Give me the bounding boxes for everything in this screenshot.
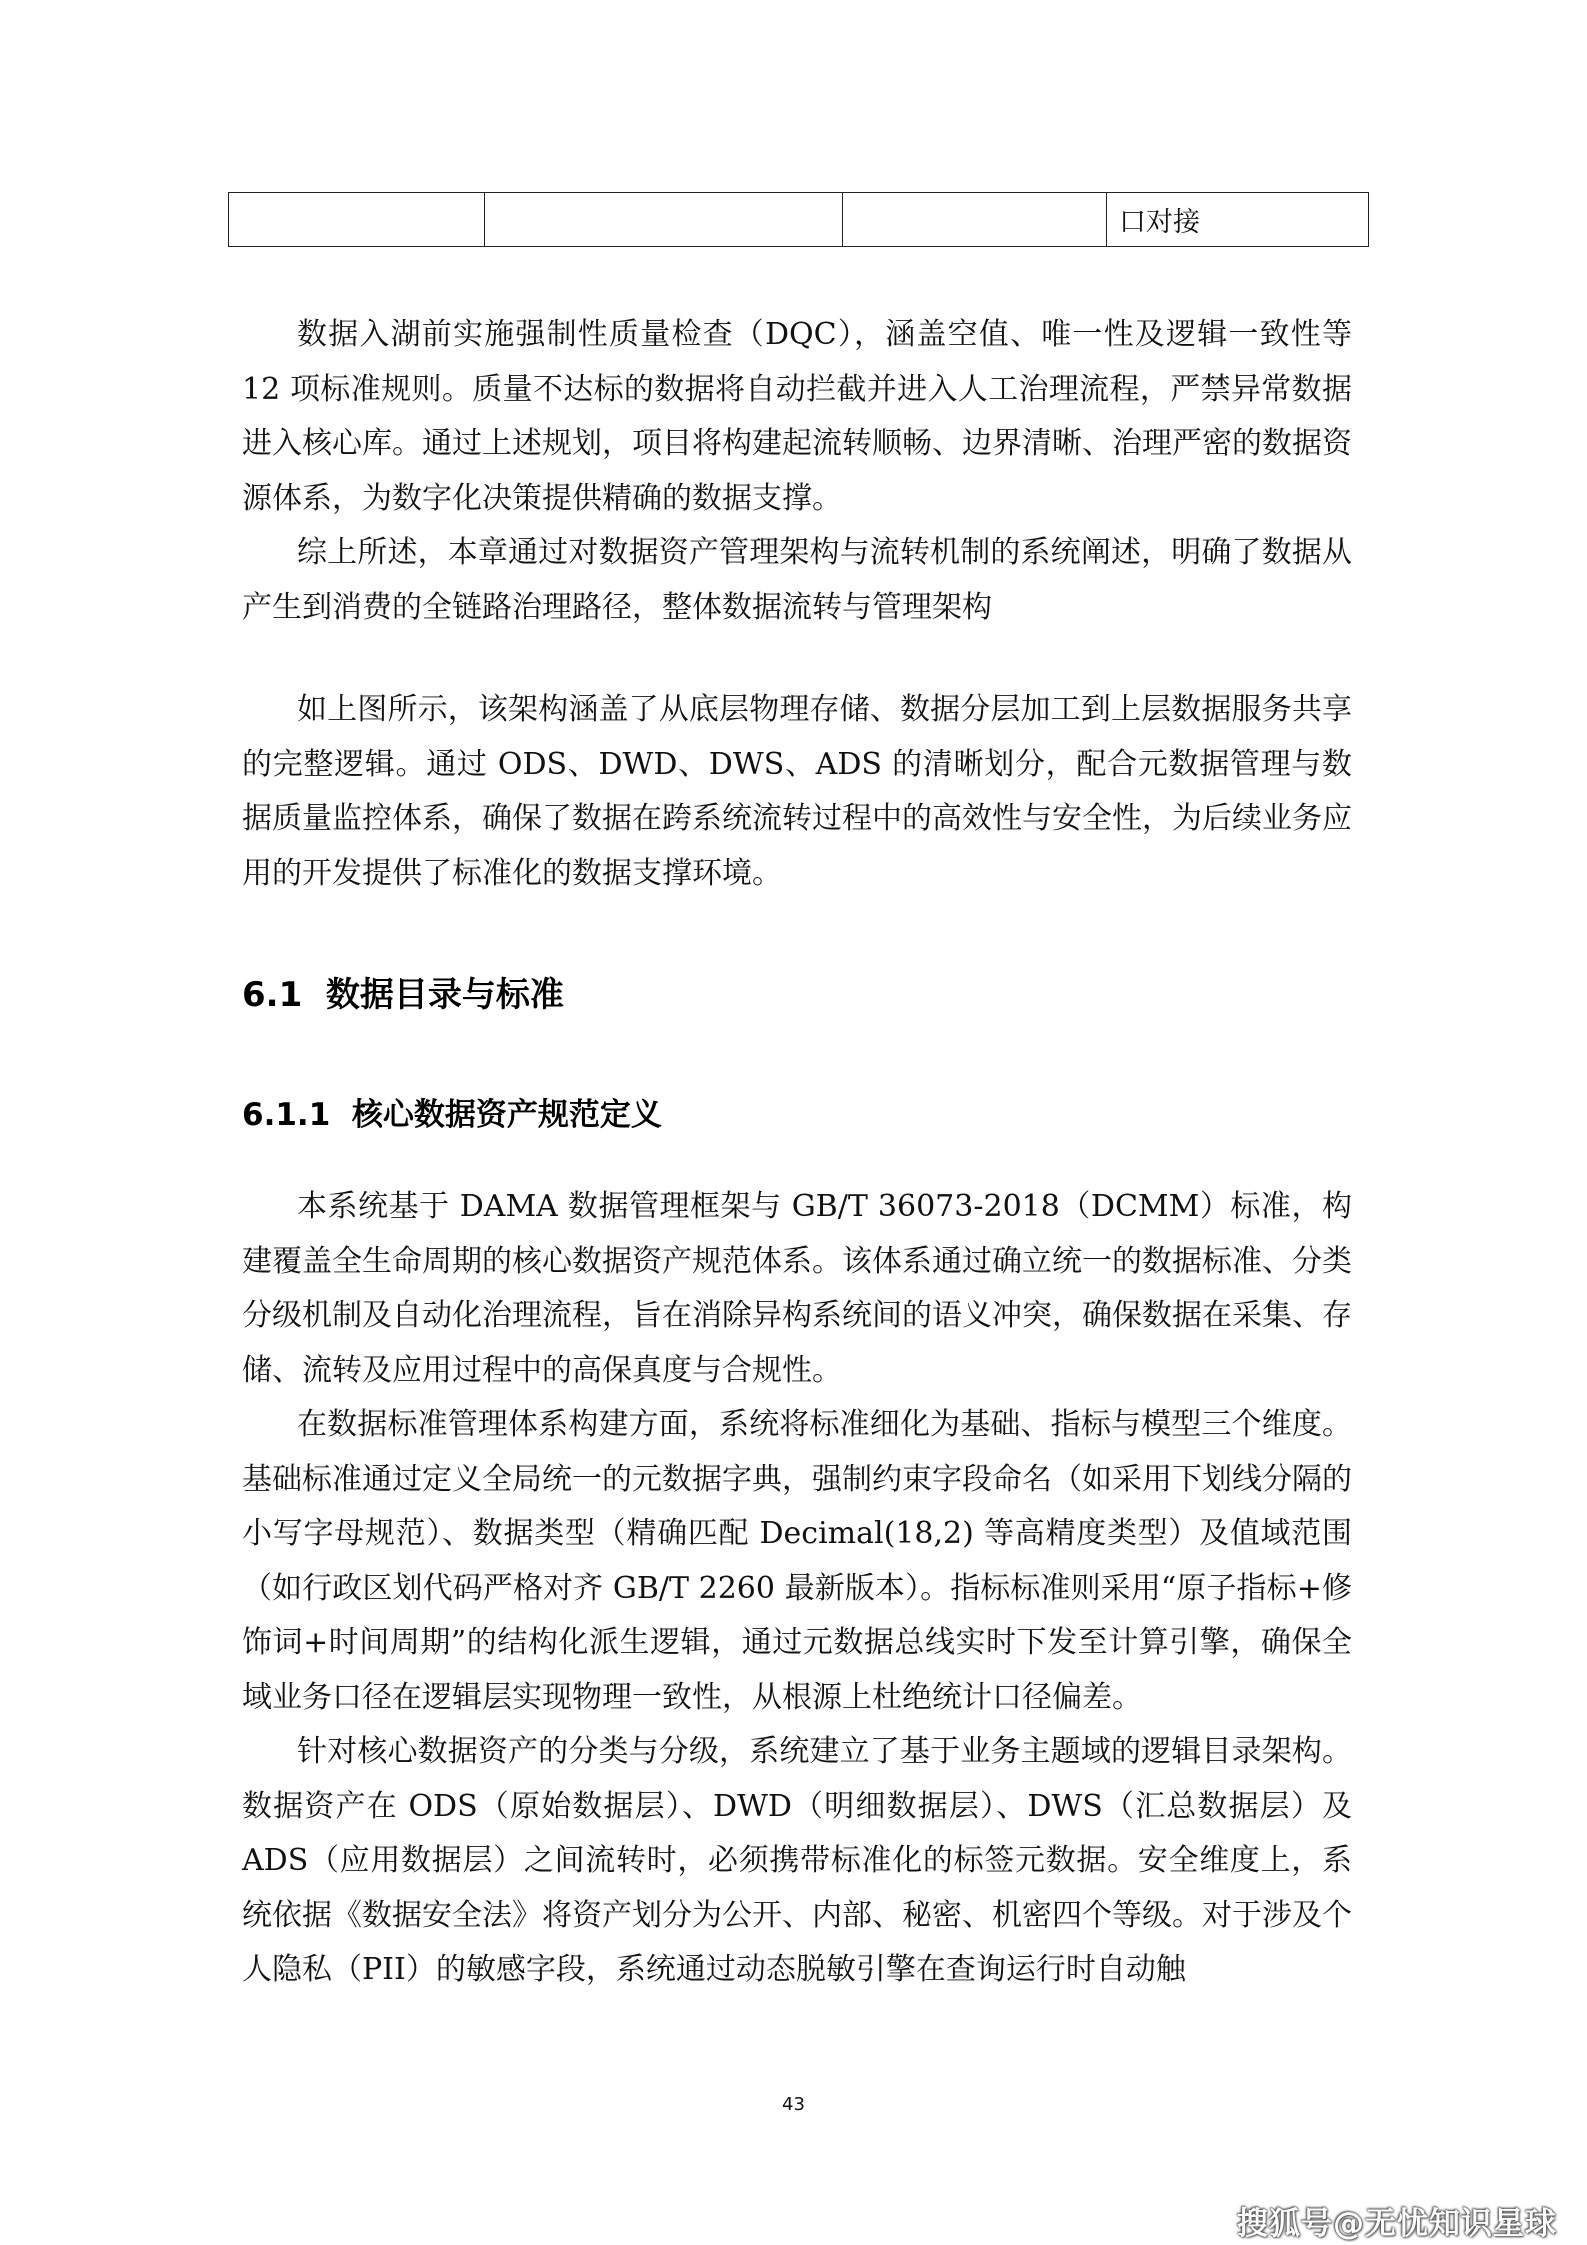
paragraph: 如上图所示，该架构涵盖了从底层物理存储、数据分层加工到上层数据服务共享的完整逻辑。通过 ODS、DWD、DWS、ADS 的清晰划分，配合元数据管理与数据质量监控体系，确保了数据在跨系统流转过程中的高效性与安全性，为后续业务应用的开发提供了标准化的数据支撑环境。 — [242, 692, 1352, 891]
watermark: 搜狐号@无忧知识星球 — [1237, 2206, 1557, 2242]
paragraph: 针对核心数据资产的分类与分级，系统建立了基于业务主题域的逻辑目录架构。数据资产在 ODS（原始数据层）、DWD（明细数据层）、DWS（汇总数据层）及 ADS（应用数据层）之间流转时，必须携带标准化的标签元数据。安全维度上，系统依据《数据安全法》将资产划分为公开、内部、秘密、机密四个等级。对于涉及个人隐私（PII）的敏感字段，系统通过动态脱敏引擎在查询运行时自动触 — [242, 1734, 1352, 1987]
table-fragment — [228, 192, 1369, 247]
table-cell — [843, 193, 1107, 247]
section-number: 6.1 — [242, 975, 303, 1015]
paragraph: 综上所述，本章通过对数据资产管理架构与流转机制的系统阐述，明确了数据从产生到消费的全链路治理路径，整体数据流转与管理架构 — [242, 535, 1352, 625]
subsection-number: 6.1.1 — [242, 1097, 331, 1133]
table-cell: 口对接 — [1107, 193, 1369, 247]
subsection-heading — [242, 1090, 662, 1140]
paragraph: 在数据标准管理体系构建方面，系统将标准细化为基础、指标与模型三个维度。基础标准通过定义全局统一的元数据字典，强制约束字段命名（如采用下划线分隔的小写字母规范）、数据类型（精确匹配 Decimal(18,2) 等高精度类型）及值域范围（如行政区划代码严格对齐 GB/T 2260 最新版本）。指标标准则采用“原子指标+修饰词+时间周期”的结构化派生逻辑，通过元数据总线实时下发至计算引擎，确保全域业务口径在逻辑层实现物理一致性，从根源上杜绝统计口径偏差。 — [242, 1407, 1352, 1715]
paragraph: 本系统基于 DAMA 数据管理框架与 GB/T 36073-2018（DCMM）标准，构建覆盖全生命周期的核心数据资产规范体系。该体系通过确立统一的数据标准、分类分级机制及自动化治理流程，旨在消除异构系统间的语义冲突，确保数据在采集、存储、流转及应用过程中的高保真度与合规性。 — [242, 1189, 1352, 1388]
paragraph: 数据入湖前实施强制性质量检查（DQC），涵盖空值、唯一性及逻辑一致性等 12 项标准规则。质量不达标的数据将自动拦截并进入人工治理流程，严禁异常数据进入核心库。通过上述规划，项目将构建起流转顺畅、边界清晰、治理严密的数据资源体系，为数字化决策提供精确的数据支撑。 — [242, 317, 1352, 516]
section-title: 数据目录与标准 — [325, 975, 564, 1015]
body-text-bottom — [242, 1180, 1352, 1998]
subsection-title: 核心数据资产规范定义 — [351, 1097, 662, 1133]
body-text-top — [242, 308, 1352, 635]
page-number: 43 — [782, 2094, 805, 2115]
section-heading — [242, 970, 564, 1020]
body-text-middle — [242, 683, 1352, 901]
table-cell — [229, 193, 485, 247]
table-row — [229, 193, 1369, 247]
table-cell — [485, 193, 843, 247]
